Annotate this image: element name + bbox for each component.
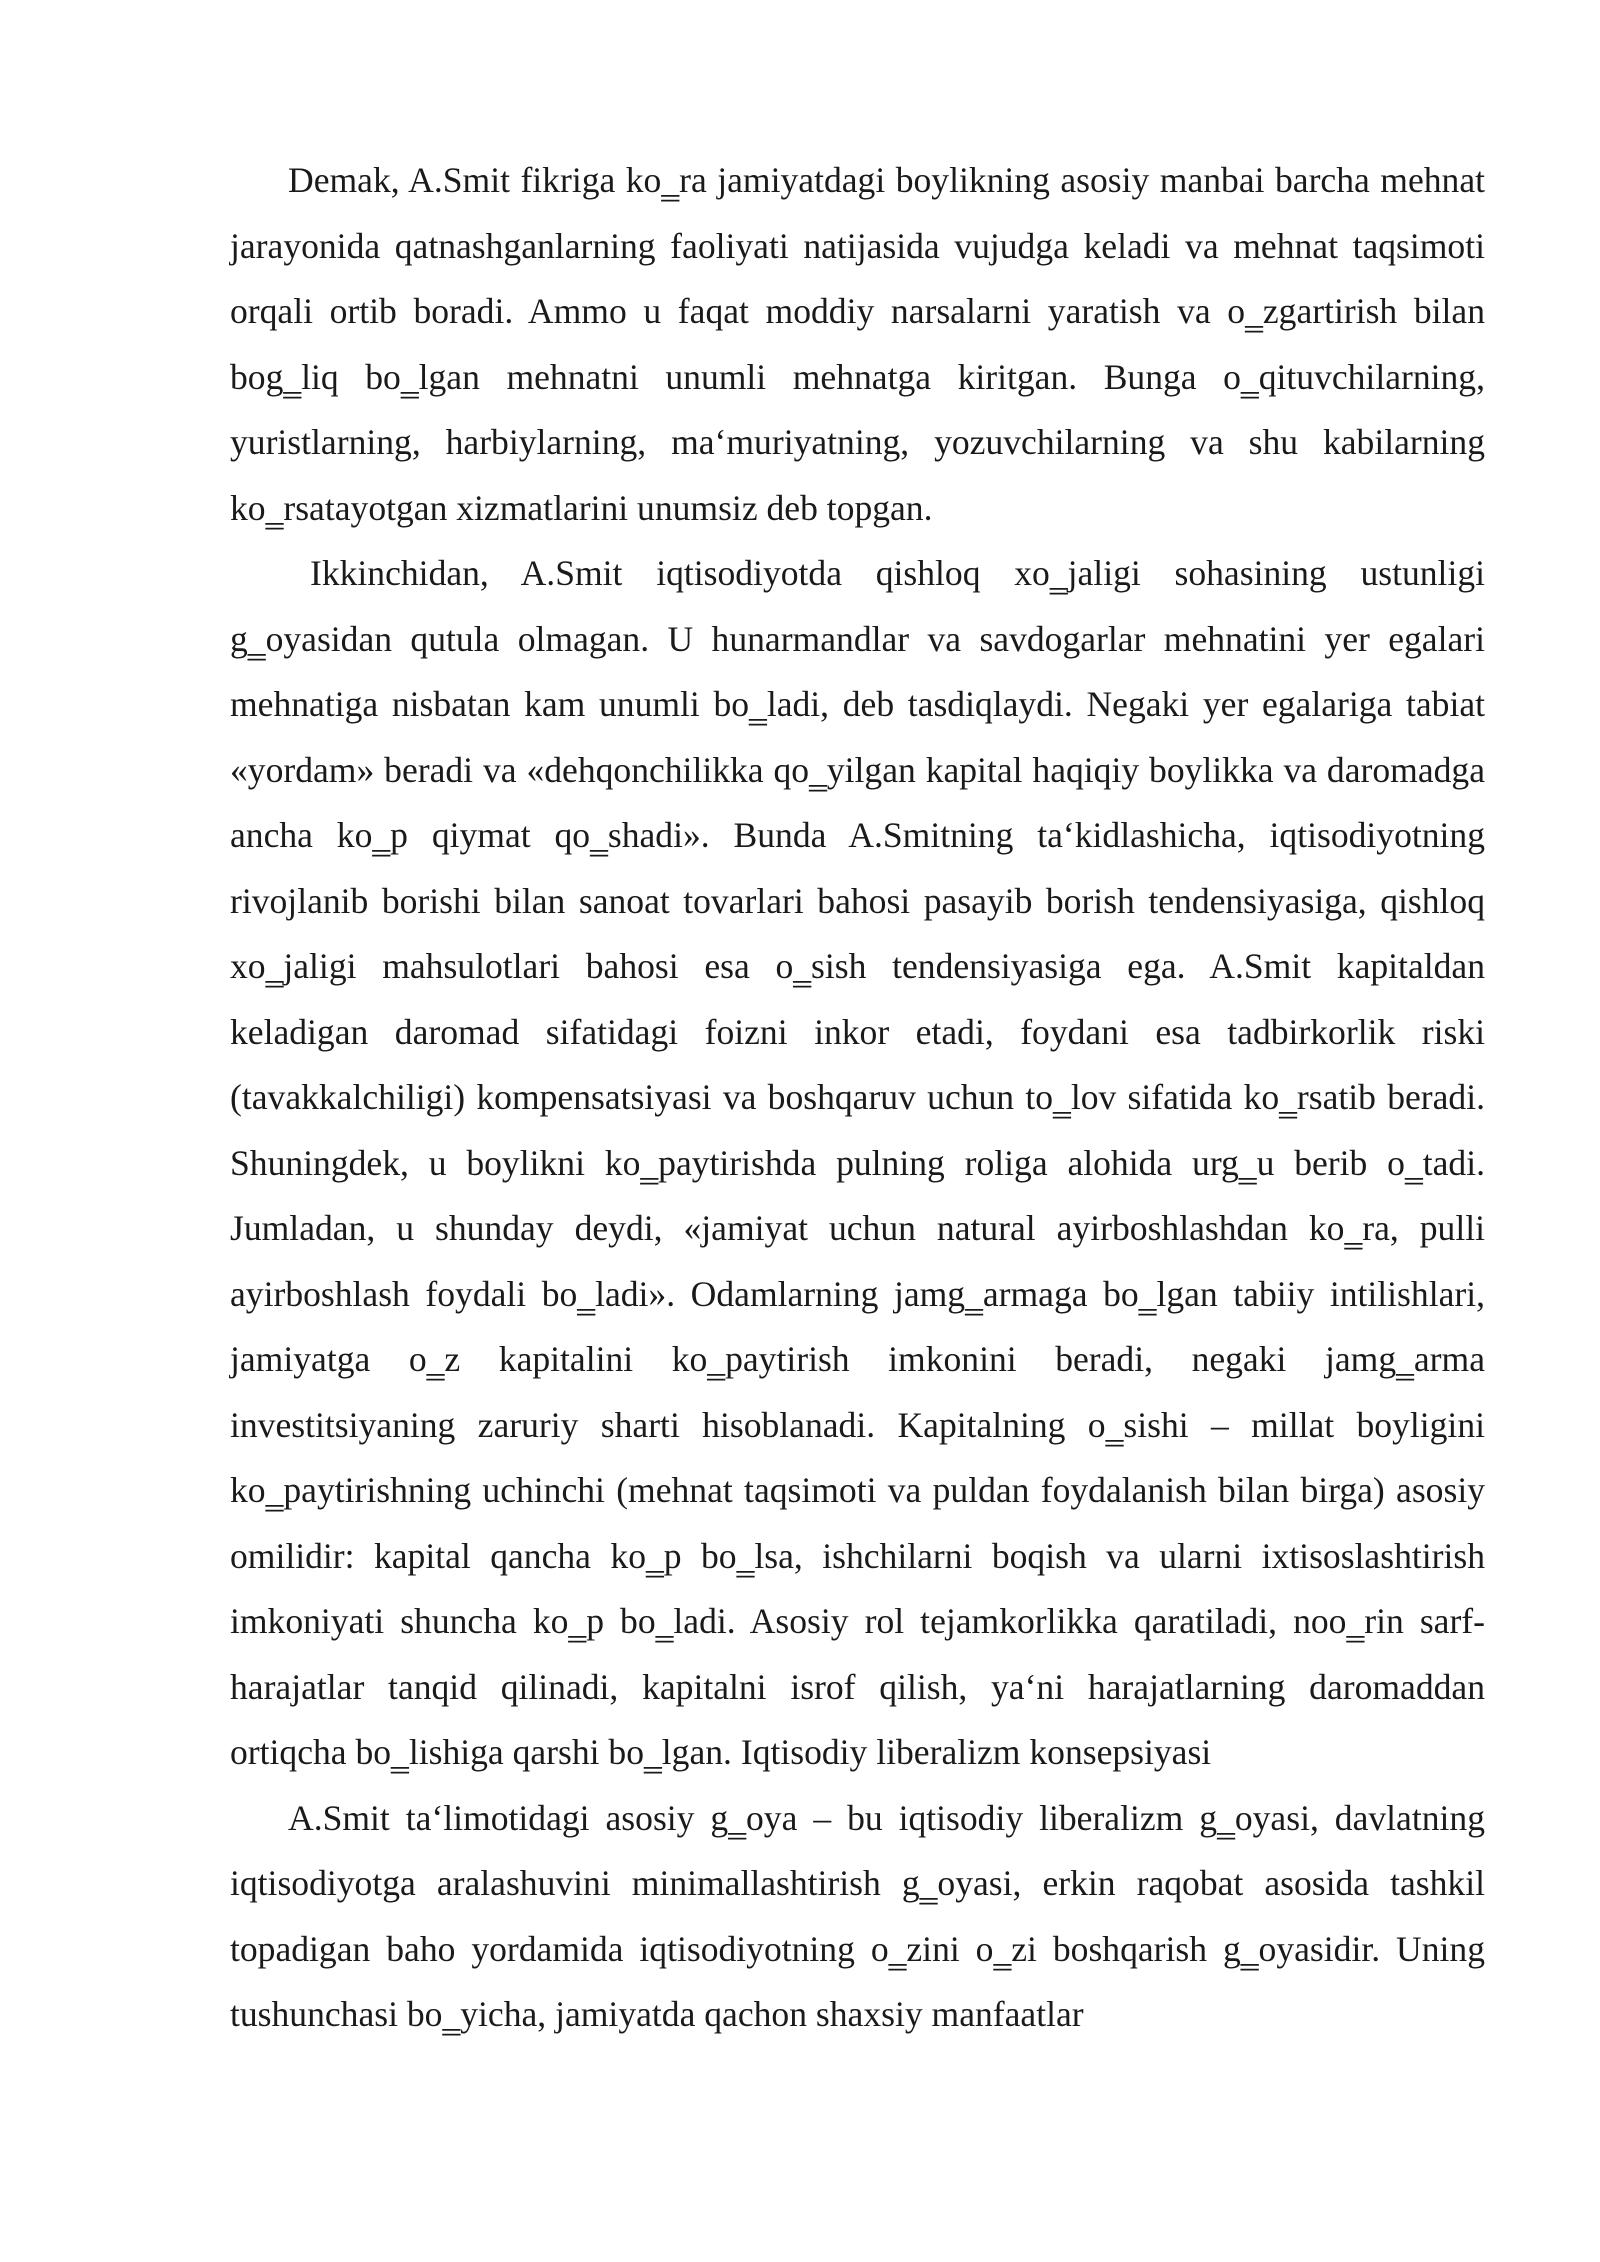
document-page [230, 148, 1485, 2048]
paragraph-smith-productive-labor: Demak, A.Smit fikriga ko‗ra jamiyatdagi boylikning asosiy manbai barcha mehnat jarayonida qatnashganlarning faoliyati natijasida vujudga keladi va mehnat taqsimoti orqali ortib boradi. Ammo u faqat moddiy narsalarni yaratish va o‗zgartirish bilan bog‗liq bo‗lgan mehnatni unumli mehnatga kiritgan. Bunga o‗qituvchilarning, yuristlarning, harbiylarning, ma‘muriyatning, yozuvchilarning va shu kabilarning ko‗rsatayotgan xizmatlarini unumsiz deb topgan. [230, 160, 1485, 528]
paragraph-economic-liberalism: A.Smit ta‘limotidagi asosiy g‗oya – bu iqtisodiy liberalizm g‗oyasi, davlatning iqtisodiyotga aralashuvini minimallashtirish g‗oyasi, erkin raqobat asosida tashkil topadigan baho yordamida iqtisodiyotning o‗zini o‗zi boshqarish g‗oyasidir. Uning tushunchasi bo‗yicha, jamiyatda qachon shaxsiy manfaatlar [230, 1797, 1485, 2034]
paragraph-agriculture-and-capital: Ikkinchidan, A.Smit iqtisodiyotda qishloq xo‗jaligi sohasining ustunligi g‗oyasidan qutula olmagan. U hunarmandlar va savdogarlar mehnatini yer egalari mehnatiga nisbatan kam unumli bo‗ladi, deb tasdiqlaydi. Negaki yer egalariga tabiat «yordam» beradi va «dehqonchilikka qo‗yilgan kapital haqiqiy boylikka va daromadga ancha ko‗p qiymat qo‗shadi». Bunda A.Smitning ta‘kidlashicha, iqtisodiyotning rivojlanib borishi bilan sanoat tovarlari bahosi pasayib borish tendensiyasiga, qishloq xo‗jaligi mahsulotlari bahosi esa o‗sish tendensiyasiga ega. A.Smit kapitaldan keladigan daromad sifatidagi foizni inkor etadi, foydani esa tadbirkorlik riski (tavakkalchiligi) kompensatsiyasi va boshqaruv uchun to‗lov sifatida ko‗rsatib beradi. Shuningdek, u boylikni ko‗paytirishda pulning roliga alohida urg‗u berib o‗tadi. Jumladan, u shunday deydi, «jamiyat uchun natural ayirboshlashdan ko‗ra, pulli ayirboshlash foydali bo‗ladi». Odamlarning jamg‗armaga bo‗lgan tabiiy intilishlari, jamiyatga o‗z kapitalini ko‗paytirish imkonini beradi, negaki jamg‗arma investitsiyaning zaruriy sharti hisoblanadi. Kapitalning o‗sishi – millat boyligini ko‗paytirishning uchinchi (mehnat taqsimoti va puldan foydalanish bilan birga) asosiy omilidir: kapital qancha ko‗p bo‗lsa, ishchilarni boqish va ularni ixtisoslashtirish imkoniyati shuncha ko‗p bo‗ladi. Asosiy rol tejamkorlikka qaratiladi, noo‗rin sarf-harajatlar tanqid qilinadi, kapitalni isrof qilish, ya‘ni harajatlarning daromaddan ortiqcha bo‗lishiga qarshi bo‗lgan. Iqtisodiy liberalizm konsepsiyasi [230, 553, 1485, 1772]
